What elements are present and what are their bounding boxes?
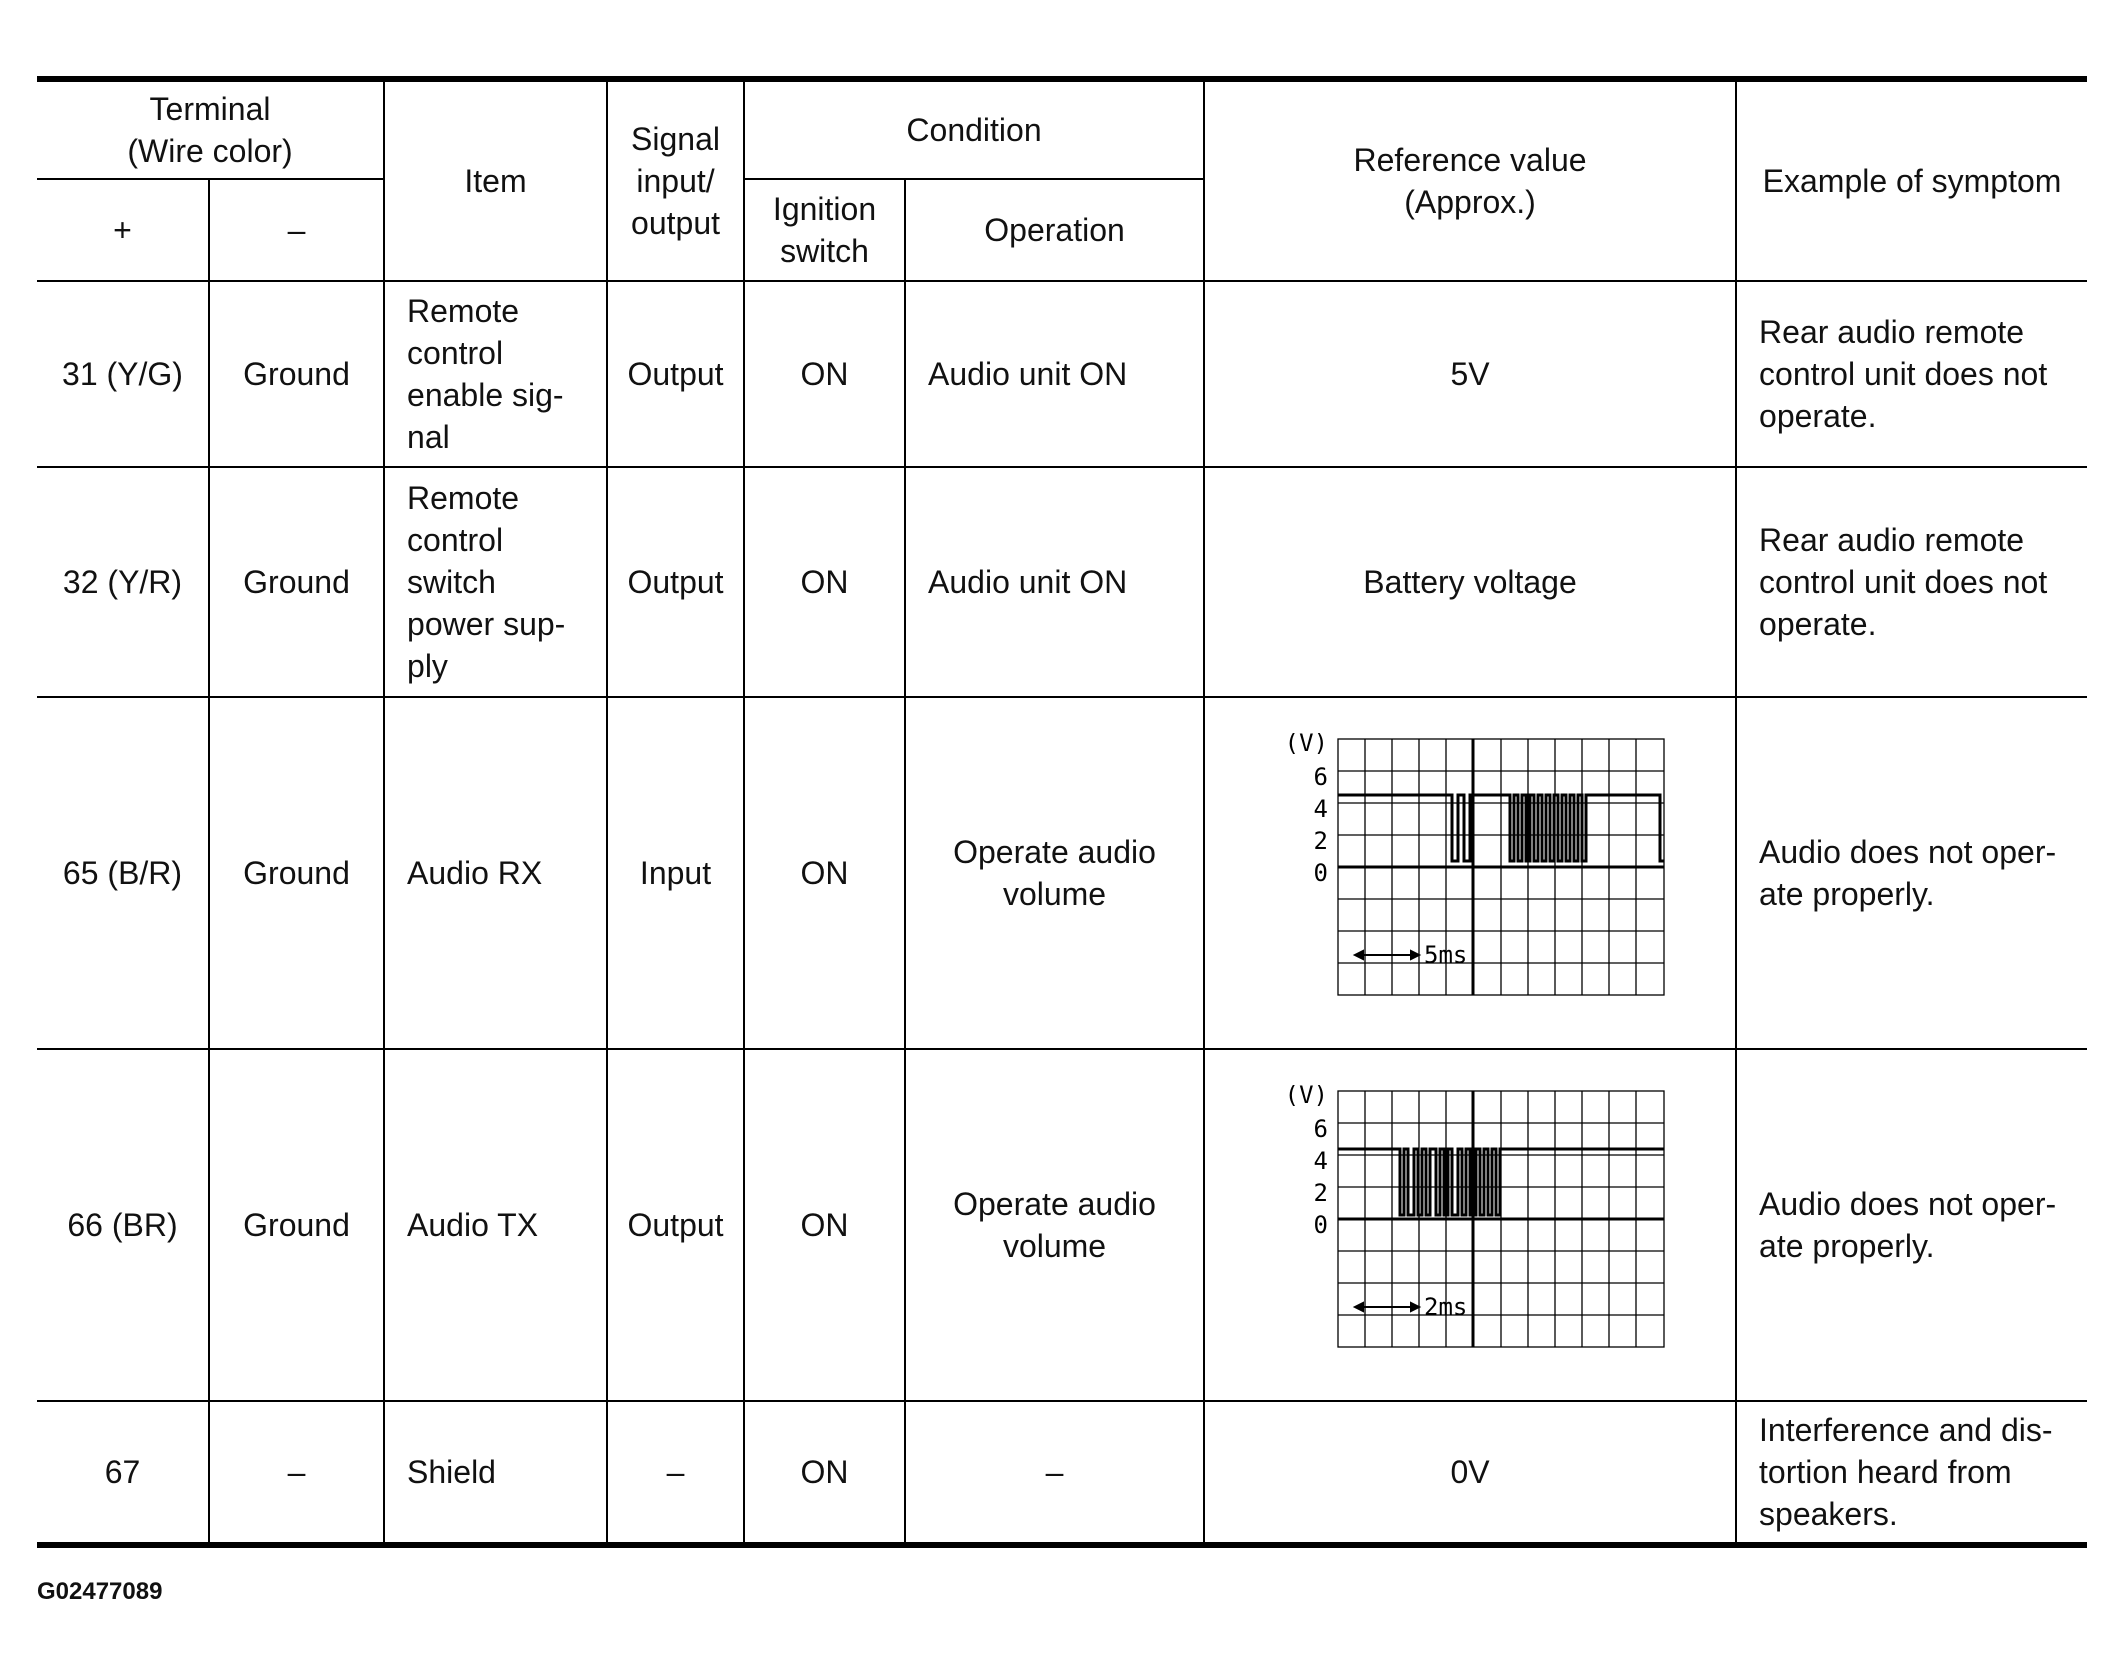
oscilloscope-rx <box>1270 733 1670 1013</box>
item-cell: Audio RX <box>384 697 607 1049</box>
reference-cell: Battery voltage <box>1204 467 1736 697</box>
table-row <box>37 1401 2087 1545</box>
item-cell: Shield <box>384 1401 607 1545</box>
signal-cell: Input <box>607 697 744 1049</box>
header-terminal: Terminal (Wire color) <box>37 79 384 179</box>
scope-tick: 2 <box>1313 827 1329 855</box>
terminal-minus: Ground <box>209 697 384 1049</box>
scope-timebase: 2ms <box>1424 1293 1468 1321</box>
terminal-plus: 65 (B/R) <box>37 697 209 1049</box>
operation-cell: Audio unit ON <box>905 467 1204 697</box>
signal-cell: Output <box>607 1049 744 1401</box>
scope-unit: (V) <box>1284 733 1329 757</box>
scope-unit: (V) <box>1284 1085 1329 1109</box>
scope-timebase: 5ms <box>1424 941 1468 969</box>
ignition-cell: ON <box>744 467 905 697</box>
operation-cell: Operate audio volume <box>905 697 1204 1049</box>
table-row <box>37 467 2087 697</box>
reference-cell <box>1204 697 1736 1049</box>
reference-cell <box>1204 1049 1736 1401</box>
terminal-minus: Ground <box>209 281 384 467</box>
scope-tick: 0 <box>1313 1211 1329 1239</box>
header-plus: + <box>37 179 209 281</box>
symptom-cell: Audio does not oper- ate properly. <box>1736 1049 2087 1401</box>
header-condition: Condition <box>744 79 1204 179</box>
header-minus: – <box>209 179 384 281</box>
symptom-cell: Audio does not oper- ate properly. <box>1736 697 2087 1049</box>
table-row <box>37 1049 2087 1401</box>
terminal-plus: 32 (Y/R) <box>37 467 209 697</box>
terminal-plus: 66 (BR) <box>37 1049 209 1401</box>
operation-cell: Operate audio volume <box>905 1049 1204 1401</box>
ignition-cell: ON <box>744 1401 905 1545</box>
oscilloscope-tx <box>1270 1085 1670 1365</box>
scope-tick: 0 <box>1313 859 1329 887</box>
scope-tick: 4 <box>1313 795 1329 823</box>
symptom-cell: Rear audio remote control unit does not operate. <box>1736 281 2087 467</box>
header-item: Item <box>384 79 607 281</box>
table-row <box>37 281 2087 467</box>
symptom-cell: Interference and dis- tortion heard from speakers. <box>1736 1401 2087 1545</box>
scope-tick: 6 <box>1313 763 1329 791</box>
table-row <box>37 697 2087 1049</box>
scope-waveform <box>1338 1149 1664 1215</box>
signal-cell: Output <box>607 281 744 467</box>
operation-cell: – <box>905 1401 1204 1545</box>
ignition-cell: ON <box>744 697 905 1049</box>
terminal-plus: 67 <box>37 1401 209 1545</box>
ignition-cell: ON <box>744 281 905 467</box>
terminal-reference-table <box>37 76 2087 1548</box>
scope-tick: 6 <box>1313 1115 1329 1143</box>
terminal-minus: Ground <box>209 1049 384 1401</box>
reference-cell: 5V <box>1204 281 1736 467</box>
item-cell: Audio TX <box>384 1049 607 1401</box>
signal-cell: Output <box>607 467 744 697</box>
header-symptom: Example of symptom <box>1736 79 2087 281</box>
header-ignition: Ignition switch <box>744 179 905 281</box>
scope-tick: 2 <box>1313 1179 1329 1207</box>
header-operation: Operation <box>905 179 1204 281</box>
signal-cell: – <box>607 1401 744 1545</box>
reference-cell: 0V <box>1204 1401 1736 1545</box>
operation-cell: Audio unit ON <box>905 281 1204 467</box>
ignition-cell: ON <box>744 1049 905 1401</box>
header-reference: Reference value (Approx.) <box>1204 79 1736 281</box>
item-cell: Remote control switch power sup- ply <box>384 467 607 697</box>
terminal-plus: 31 (Y/G) <box>37 281 209 467</box>
terminal-minus: – <box>209 1401 384 1545</box>
symptom-cell: Rear audio remote control unit does not operate. <box>1736 467 2087 697</box>
scope-tick: 4 <box>1313 1147 1329 1175</box>
terminal-minus: Ground <box>209 467 384 697</box>
item-cell: Remote control enable sig- nal <box>384 281 607 467</box>
header-signal: Signal input/ output <box>607 79 744 281</box>
figure-id: G02477089 <box>37 1578 163 1605</box>
